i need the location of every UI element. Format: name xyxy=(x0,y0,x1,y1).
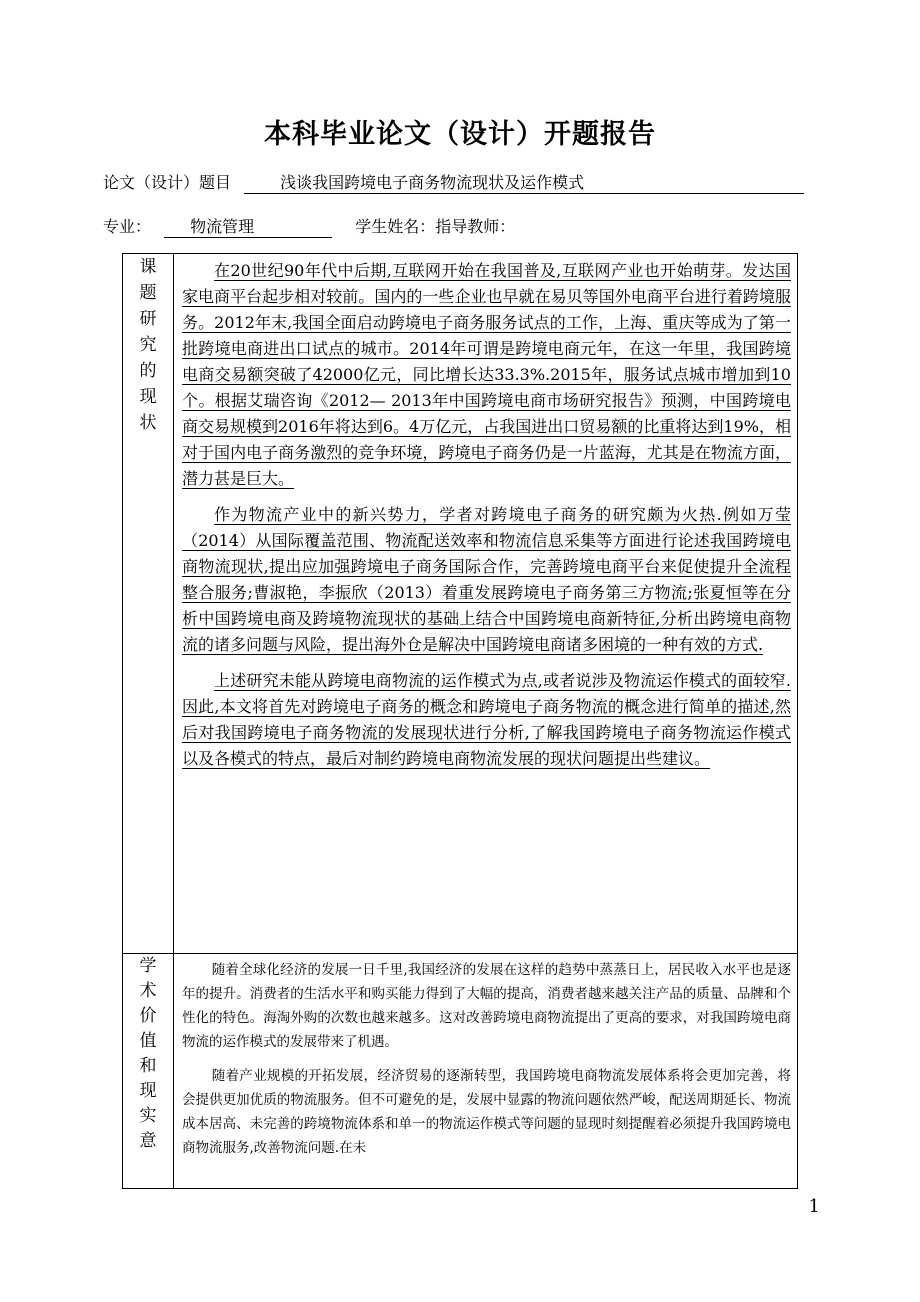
paragraph: 上述研究未能从跨境电商物流的运作模式为点,或者说涉及物流运作模式的面较窄.因此,本文将首先对跨境电子商务的概念和跨境电子商务物流的概念进行简单的描述,然后对我国跨境电子商务物流的发展现状进行分析,了解我国跨境电子商务物流运作模式以及各模式的特点，最后对制约跨境电商物流发展的现状问题提出些建议。 xyxy=(182,671,791,768)
paragraph: 作为物流产业中的新兴势力，学者对跨境电子商务的研究颇为火热.例如万莹（2014）从国际覆盖范围、物流配送效率和物流信息采集等方面进行论述我国跨境电商物流现状,提出应加强跨境电子商务国际合作，完善跨境电商平台来促使提升全流程整合服务;曹淑艳，李振欣（2013）着重发展跨境电子商务第三方物流;张夏恒等在分析中国跨境电商及跨境物流现状的基础上结合中国跨境电商新特征,分析出跨境电商物流的诸多问题与风险，提出海外仓是解决中国跨境电商诸多困境的一种有效的方式. xyxy=(182,505,791,654)
topic-row xyxy=(103,172,804,194)
document-title: 本科毕业论文（设计）开题报告 xyxy=(264,119,656,150)
section-row-value xyxy=(123,954,798,1189)
page-number: 1 xyxy=(808,1196,820,1217)
major-row xyxy=(103,216,515,238)
paragraph: 随着全球化经济的发展一日千里,我国经济的发展在这样的趋势中蒸蒸日上，居民收入水平也是逐年的提升。消费者的生活水平和购买能力得到了大幅的提高，消费者越来越关注产品的质量、品牌和个性化的特色。海淘外购的次数也越来越多。这对改善跨境电商物流提出了更高的要求，对我国跨境电商物流的运作模式的发展带来了机遇。 xyxy=(182,962,791,1050)
student-name-label: 学生姓名： xyxy=(355,217,436,236)
report-table xyxy=(122,253,798,1189)
section-label: 学术价值和现实意 xyxy=(139,956,157,1151)
section-label-cell xyxy=(123,954,174,1189)
major-label: 专业： xyxy=(103,217,152,236)
major-value: 物流管理 xyxy=(164,217,332,238)
advisor-label: 指导教师： xyxy=(435,217,516,236)
section-row-status xyxy=(123,254,798,954)
topic-label: 论文（设计）题目 xyxy=(103,173,232,192)
section-label: 课题研究的现状 xyxy=(139,257,157,433)
paragraph: 在20世纪90年代中后期,互联网开始在我国普及,互联网产业也开始萌芽。发达国家电商平台起步相对较前。国内的一些企业也早就在易贝等国外电商平台进行着跨境服务。2012年末,我国全面启动跨境电子商务服务试点的工作，上海、重庆等成为了第一批跨境电商进出口试点的城市。2014年可谓是跨境电商元年，在这一年里，我国跨境电商交易额突破了42000亿元，同比增长达33.3%.2015年，服务试点城市增加到10个。根据艾瑞咨询《2012— 2013年中国跨境电商市场研究报告》预测，中国跨境电商交易规模到2016年将达到6。4万亿元，占我国进出口贸易额的比重将达到19%，相对于国内电子商务激烈的竞争环境，跨境电子商务仍是一片蓝海，尤其是在物流方面，潜力甚是巨大。 xyxy=(182,261,791,488)
section-label-cell xyxy=(123,254,174,954)
section-content-cell xyxy=(174,254,798,954)
topic-value: 浅谈我国跨境电子商务物流现状及运作模式 xyxy=(244,173,804,194)
section-content-cell xyxy=(174,954,798,1189)
paragraph: 随着产业规模的开拓发展，经济贸易的逐渐转型，我国跨境电商物流发展体系将会更加完善，将会提供更加优质的物流服务。但不可避免的是，发展中显露的物流问题依然严峻，配送周期延长、物流成本居高、未完善的跨境物流体系和单一的物流运作模式等问题的显现时刻提醒着必须提升我国跨境电商物流服务,改善物流问题.在未 xyxy=(182,1068,791,1156)
